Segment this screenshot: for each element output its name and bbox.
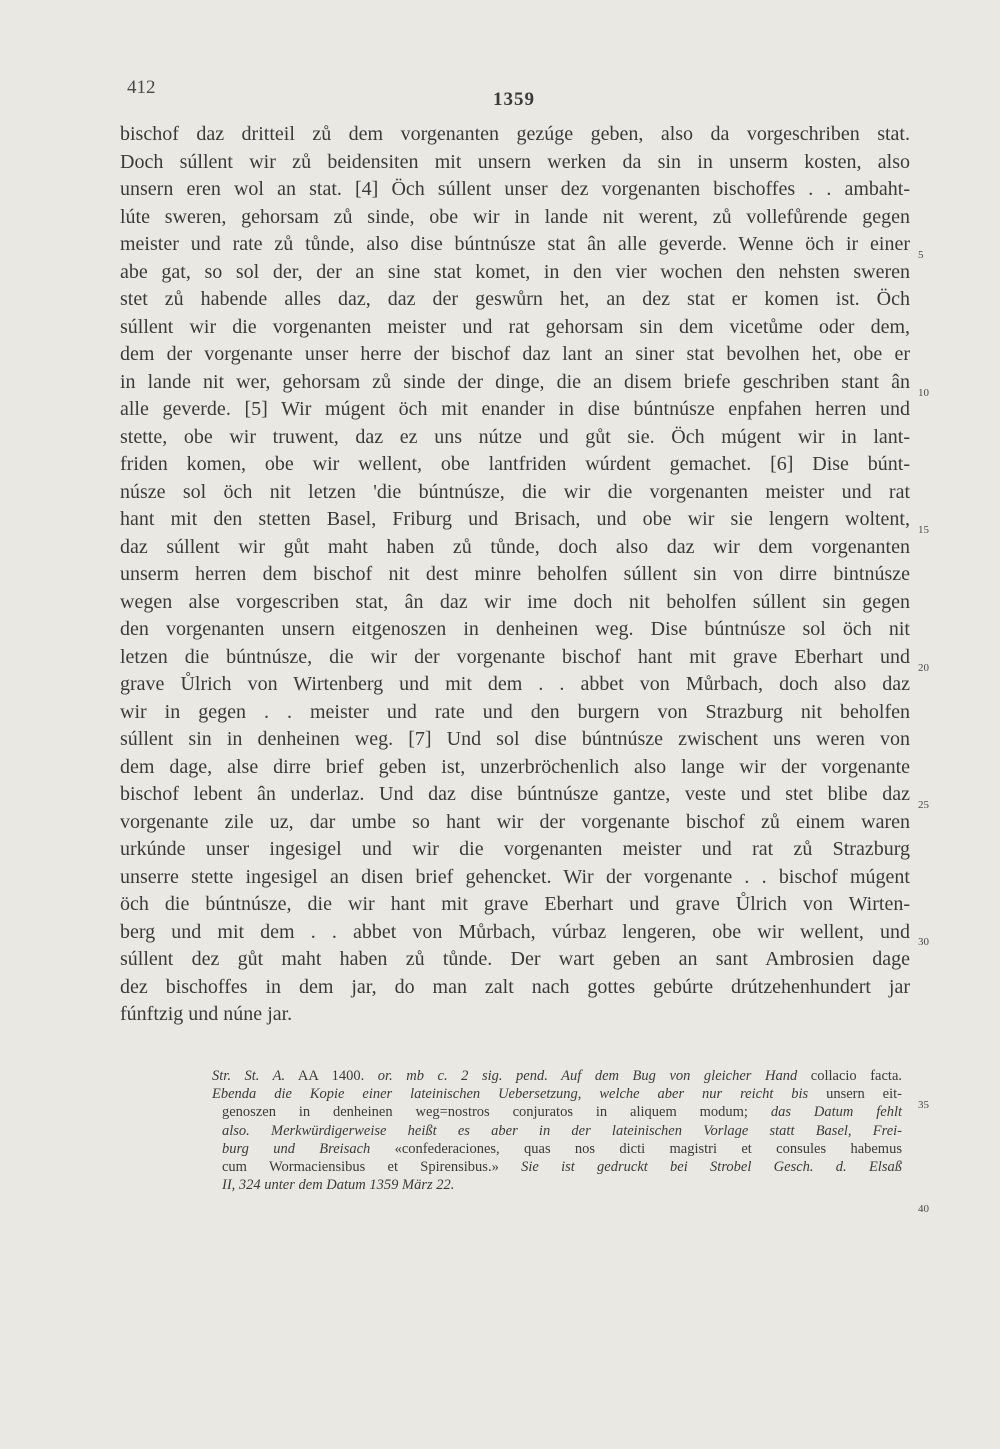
line-number: 15 <box>918 524 929 536</box>
text-line: súllent sin in denheinen weg. [7] Und sol dise búntnúsze zwischent uns weren von <box>120 728 910 750</box>
text-line: unserm herren dem bischof nit dest minre beholfen súllent sin von dirre bintnúsze <box>120 563 910 585</box>
line-number-margin <box>918 0 958 1449</box>
note-fragment: cum Wormaciensibus et Spirensibus.» <box>222 1158 522 1175</box>
note-line <box>212 1067 902 1085</box>
text-line: lúte sweren, gehorsam zů sinde, obe wir in lande nit werent, zů vollefůrende gegen <box>120 205 910 228</box>
page-number: 412 <box>127 77 156 98</box>
note-fragment: «confederaciones, quas nos dicti magistri et consules habemus <box>370 1140 902 1157</box>
note-line <box>212 1122 902 1140</box>
text-line: bischof daz dritteil zů dem vorgenanten gezúge geben, also da vorgeschriben stat. <box>120 123 910 145</box>
text-line: núsze sol öch nit letzen 'die búntnúsze, die wir die vorgenanten meister und rat <box>120 480 910 503</box>
text-line: meister und rate zů tůnde, also dise búntnúsze stat ân alle geverde. Wenne öch ir einer <box>120 233 910 255</box>
text-line: stette, obe wir truwent, daz ez uns nútze und gůt sie. Öch múgent wir in lant- <box>120 425 910 448</box>
text-line: in lande nit wer, gehorsam zů sinde der dinge, die an disem briefe geschriben stant ân <box>120 370 910 393</box>
text-line: wegen alse vorgescriben stat, ân daz wir ime doch nit beholfen súllent sin gegen <box>120 590 910 613</box>
text-line: hant mit den stetten Basel, Friburg und Brisach, und obe wir sie lengern woltent, <box>120 508 910 530</box>
text-line: grave Ůlrich von Wirtenberg und mit dem . . abbet von Můrbach, doch also daz <box>120 673 910 695</box>
text-line: friden komen, obe wir wellent, obe lantfriden wúrdent gemachet. [6] Dise búnt- <box>120 453 910 475</box>
text-line: alle geverde. [5] Wir múgent öch mit enander in dise búntnúsze enpfahen herren und <box>120 398 910 420</box>
text-line: vorgenante zile uz, dar umbe so hant wir der vorgenante bischof zů einem waren <box>120 810 910 833</box>
text-line: dem dage, alse dirre brief geben ist, unzerbröchenlich also lange wir der vorgenante <box>120 755 910 778</box>
note-line <box>212 1158 902 1176</box>
line-number: 5 <box>918 249 924 261</box>
note-fragment: II, 324 unter dem Datum 1359 März 22. <box>222 1177 455 1194</box>
text-line: fúnftzig und núne jar. <box>120 1003 293 1025</box>
note-line <box>212 1085 902 1103</box>
note-fragment: collacio facta. <box>797 1068 903 1084</box>
text-line: Doch súllent wir zů beidensiten mit unsern werken da sin in unserm kosten, also <box>120 150 910 173</box>
text-line: unserre stette ingesigel an disen brief gehencket. Wir der vorgenante . . bischof múgent <box>120 865 910 888</box>
line-number: 20 <box>918 662 929 674</box>
note-line <box>212 1176 902 1194</box>
line-number: 10 <box>918 387 929 399</box>
charter-text <box>120 121 910 1029</box>
note-fragment: burg und Breisach <box>222 1140 371 1157</box>
text-line: urkúnde unser ingesigel und wir die vorgenanten meister und rat zů Strazburg <box>120 838 910 860</box>
line-number: 30 <box>918 936 929 948</box>
source-notes <box>212 1067 902 1194</box>
year-heading: 1359 <box>493 89 535 110</box>
note-fragment: AA 1400. <box>285 1068 378 1084</box>
text-line: wir in gegen . . meister und rate und den burgern von Strazburg nit beholfen <box>120 700 910 723</box>
text-line: öch die búntnúsze, die wir hant mit grave Eberhart und grave Ůlrich von Wirten- <box>120 893 910 915</box>
note-fragment: genoszen in denheinen weg=nostros conjuratos in aliquem modum; <box>222 1104 771 1121</box>
note-fragment: Sie ist gedruckt bei Strobel Gesch. d. Elsaß <box>521 1158 902 1175</box>
line-number: 35 <box>918 1099 929 1111</box>
text-line: abe gat, so sol der, der an sine stat komet, in den vier wochen den nehsten sweren <box>120 260 910 283</box>
text-line: letzen die búntnúsze, die wir der vorgenante bischof hant mit grave Eberhart und <box>120 645 910 668</box>
note-line <box>212 1103 902 1121</box>
text-line: daz súllent wir gůt maht haben zů tůnde, doch also daz wir dem vorgenanten <box>120 535 910 558</box>
line-number: 25 <box>918 799 929 811</box>
text-line: súllent wir die vorgenanten meister und rat gehorsam sin dem vicetůme oder dem, <box>120 315 910 338</box>
note-line <box>212 1140 902 1158</box>
text-line: den vorgenanten unsern eitgenoszen in denheinen weg. Dise búntnúsze sol öch nit <box>120 618 910 640</box>
text-line: bischof lebent ân underlaz. Und daz dise búntnúsze gantze, veste und stet blibe daz <box>120 783 910 805</box>
text-line: dem der vorgenante unser herre der bischof daz lant an siner stat bevolhen het, obe er <box>120 343 910 365</box>
line-number: 40 <box>918 1203 929 1215</box>
note-fragment: also. Merkwürdigerweise heißt es aber in der lateinischen Vorlage statt Basel, Frei- <box>222 1122 902 1139</box>
text-line: berg und mit dem . . abbet von Můrbach, vúrbaz lengeren, obe wir wellent, und <box>120 920 910 943</box>
text-line: súllent dez gůt maht haben zů tůnde. Der wart geben an sant Ambrosien dage <box>120 948 910 970</box>
note-fragment: Str. St. A. <box>212 1068 286 1084</box>
note-fragment: unsern eit- <box>808 1086 902 1103</box>
text-line: unsern eren wol an stat. [4] Öch súllent unser dez vorgenanten bischoffes . . ambaht- <box>120 178 910 200</box>
note-fragment: or. mb c. 2 sig. pend. Auf dem Bug von gleicher Hand <box>377 1068 798 1084</box>
text-line: dez bischoffes in dem jar, do man zalt nach gottes gebúrte drútzehenhundert jar <box>120 975 910 998</box>
text-line: stet zů habende alles daz, daz der geswůrn het, an dez stat er komen ist. Öch <box>120 288 910 310</box>
note-fragment: das Datum fehlt <box>770 1104 902 1121</box>
note-fragment: Ebenda die Kopie einer lateinischen Uebersetzung, welche aber nur reicht bis <box>212 1086 809 1103</box>
